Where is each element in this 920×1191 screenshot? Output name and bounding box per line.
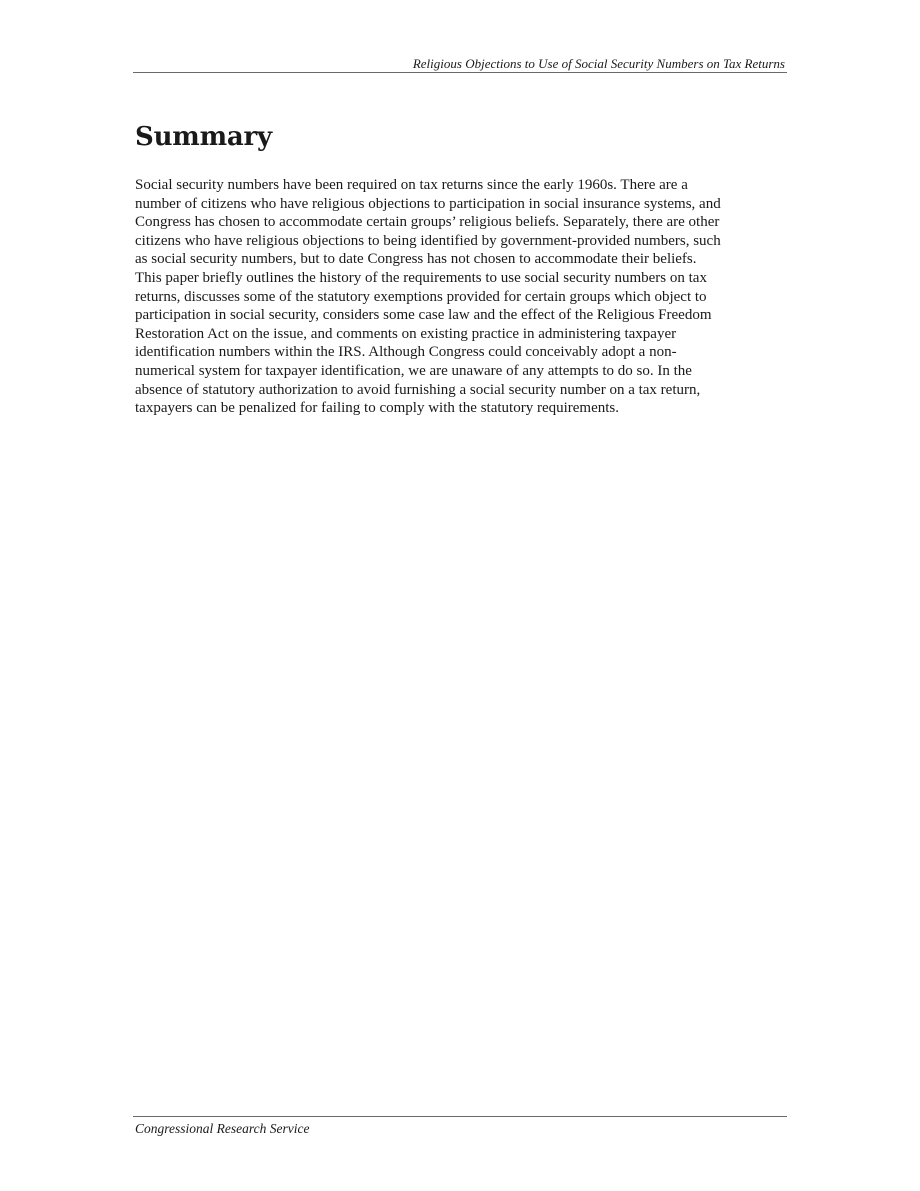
summary-line: Social security numbers have been required on tax returns since the early 1960s. There are a — [135, 177, 688, 193]
summary-line: Congress has chosen to accommodate certain groups’ religious beliefs. Separately, there are other — [135, 214, 720, 231]
summary-line: identification numbers within the IRS. Although Congress could conceivably adopt a non- — [135, 344, 677, 361]
summary-line: This paper briefly outlines the history of the requirements to use social security numbers on tax — [135, 269, 707, 286]
summary-heading: Summary — [135, 122, 272, 152]
summary-line: participation in social security, considers some case law and the effect of the Religious Freedom — [135, 307, 712, 324]
summary-line: absence of statutory authorization to avoid furnishing a social security number on a tax return, — [135, 381, 701, 398]
summary-paragraph — [135, 176, 787, 418]
summary-line: returns, discusses some of the statutory exemptions provided for certain groups which object to — [135, 288, 707, 305]
summary-line: Restoration Act on the issue, and comments on existing practice in administering taxpayer — [135, 325, 677, 342]
summary-line: as social security numbers, but to date Congress has not chosen to accommodate their beliefs. — [135, 251, 697, 268]
summary-line: number of citizens who have religious objections to participation in social insurance systems, and — [135, 195, 721, 212]
running-title: Religious Objections to Use of Social Security Numbers on Tax Returns — [412, 56, 785, 71]
footer-organization: Congressional Research Service — [135, 1121, 310, 1136]
summary-line: citizens who have religious objections to being identified by government-provided numbers, such — [135, 232, 721, 249]
summary-line: taxpayers can be penalized for failing to comply with the statutory requirements. — [135, 400, 620, 417]
page-header — [133, 54, 787, 73]
page-footer — [133, 1116, 787, 1136]
summary-line: numerical system for taxpayer identification, we are unaware of any attempts to do so. In the — [135, 362, 692, 379]
